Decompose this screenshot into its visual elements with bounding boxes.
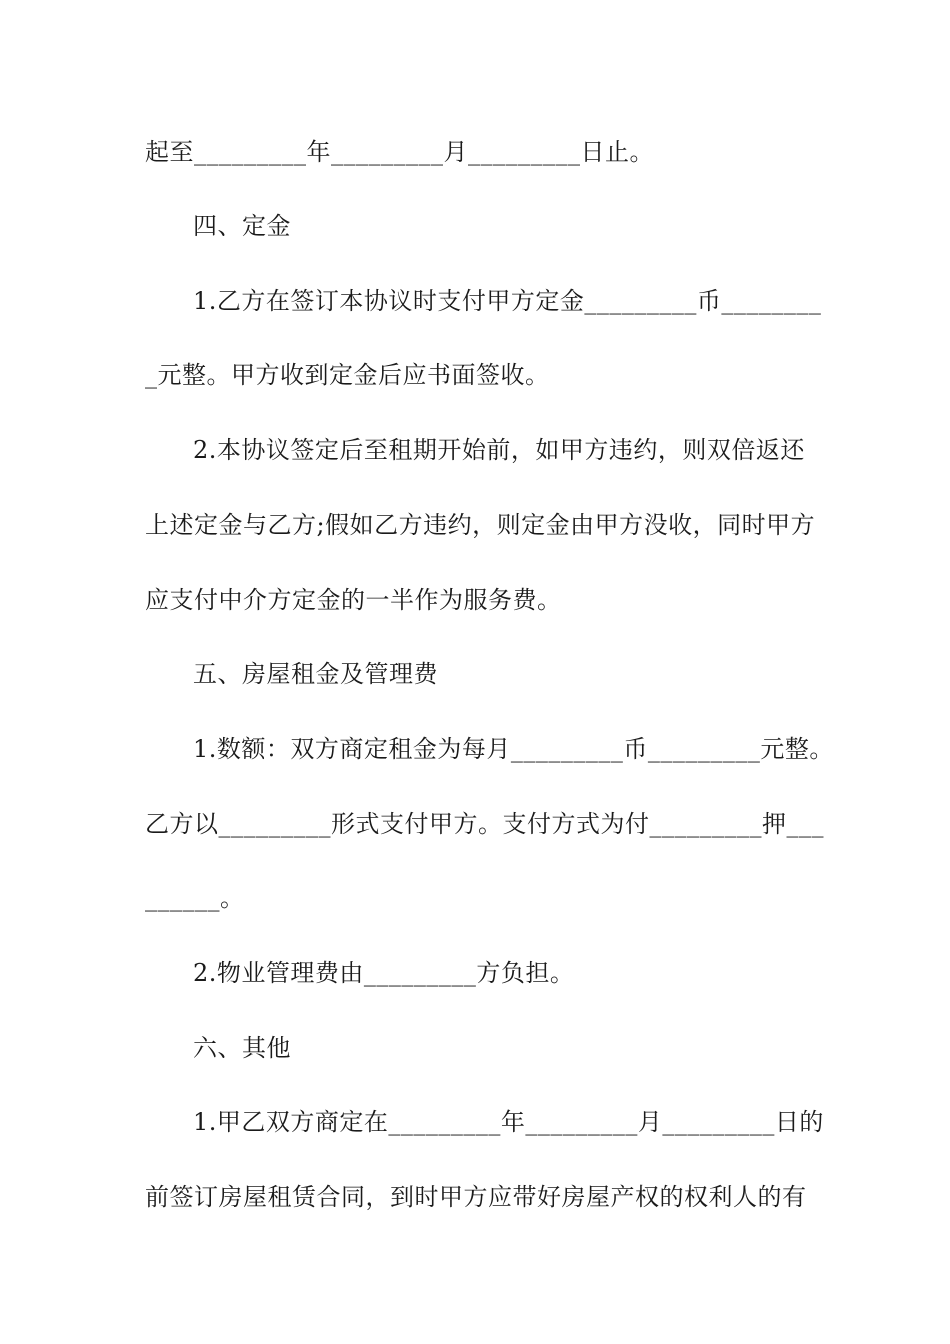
- text-line-deposit-2c: 应支付中介方定金的一半作为服务费。: [145, 586, 562, 614]
- text-line-deposit-1a: 1.乙方在签订本协议时支付甲方定金_________币________: [193, 287, 822, 315]
- text-line-rent-1c: ______。: [145, 884, 245, 912]
- text-line-rent-1a: 1.数额：双方商定租金为每月_________币_________元整。: [193, 735, 834, 763]
- text-line-deposit-2b: 上述定金与乙方;假如乙方违约，则定金由甲方没收，同时甲方: [145, 511, 816, 539]
- section-heading-deposit: 四、定金: [193, 212, 291, 240]
- text-line-rent-period-end: 起至_________年_________月_________日止。: [145, 138, 654, 166]
- text-line-other-1b: 前签订房屋租赁合同，到时甲方应带好房屋产权的权利人的有: [145, 1183, 807, 1211]
- text-line-other-1a: 1.甲乙双方商定在_________年_________月_________日的: [193, 1108, 824, 1136]
- text-line-rent-1b: 乙方以_________形式支付甲方。支付方式为付_________押___: [145, 810, 824, 838]
- section-heading-other: 六、其他: [193, 1034, 291, 1062]
- section-heading-rent: 五、房屋租金及管理费: [193, 660, 438, 688]
- text-line-rent-2: 2.物业管理费由_________方负担。: [193, 959, 575, 987]
- text-line-deposit-2a: 2.本协议签定后至租期开始前，如甲方违约，则双倍返还: [193, 436, 805, 464]
- text-line-deposit-1b: _元整。甲方收到定金后应书面签收。: [145, 361, 550, 389]
